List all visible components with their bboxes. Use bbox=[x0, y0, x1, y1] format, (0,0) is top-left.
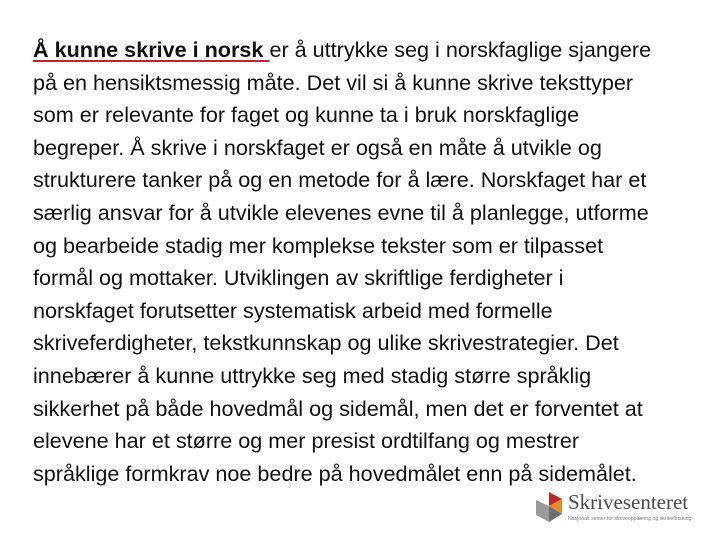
paragraph-line: språklige formkrav noe bedre på hovedmålet enn på sidemålet. bbox=[33, 460, 637, 486]
paragraph-line: formål og mottaker. Utviklingen av skriftlige ferdigheter i bbox=[33, 265, 564, 291]
logo-tagline: Nasjonalt senter for skriveopplæring og skriveforsking bbox=[568, 516, 692, 522]
logo-name: Skrivesenteret bbox=[568, 490, 689, 514]
paragraph-line: som er relevante for faget og kunne ta i bruk norskfaglige bbox=[33, 102, 580, 128]
paragraph-line: på en hensiktsmessig måte. Det vil si å kunne skrive teksttyper bbox=[33, 69, 634, 95]
paragraph-line: og bearbeide stadig mer komplekse tekster som er tilpasset bbox=[33, 232, 604, 258]
paragraph-line: skriveferdigheter, tekstkunnskap og ulike skrivestrategier. Det bbox=[33, 330, 619, 356]
paragraph-line: norskfaget forutsetter systematisk arbeid med formelle bbox=[33, 297, 553, 323]
paragraph-line: strukturere tanker på og en metode for å lære. Norskfaget har et bbox=[33, 167, 647, 193]
paragraph-line: særlig ansvar for å utvikle elevenes evne til å planlegge, utforme bbox=[33, 199, 649, 225]
paragraph-line: elevene har et større og mer presist ordtilfang og mestrer bbox=[33, 428, 580, 454]
paragraph-line bbox=[33, 34, 697, 67]
skrivesenteret-logo bbox=[536, 490, 708, 532]
lead-phrase: Å kunne skrive i norsk bbox=[33, 37, 270, 62]
paragraph-line: innebærer å kunne uttrykke seg med stadig større språklig bbox=[33, 362, 592, 388]
paragraph-line: begreper. Å skrive i norskfaget er også en måte å utvikle og bbox=[33, 134, 602, 160]
paragraph-line: sikkerhet på både hovedmål og sidemål, men det er forventet at bbox=[33, 395, 643, 421]
paragraph-line-rest: er å uttrykke seg i norskfaglige sjangere bbox=[269, 37, 652, 62]
body-paragraph bbox=[33, 34, 697, 490]
skrivesenteret-logo-mark-icon bbox=[536, 492, 562, 522]
